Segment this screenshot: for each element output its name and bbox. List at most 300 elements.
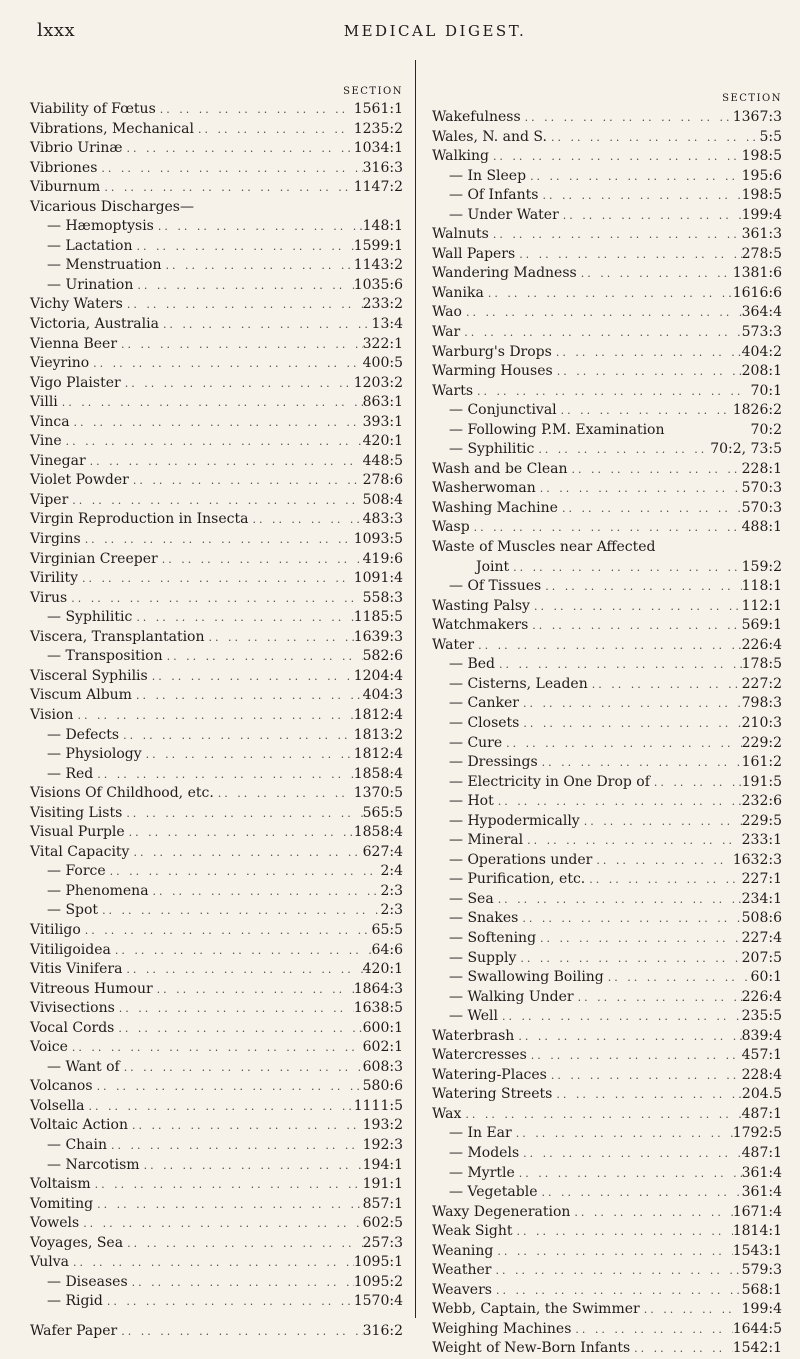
entry-section-ref: 2:4 <box>380 863 403 880</box>
entry-section-ref: 448:5 <box>362 452 403 469</box>
leader-dots <box>580 812 742 832</box>
entry-term: Wasp <box>432 519 470 536</box>
entry-section-ref: 198:5 <box>741 187 782 204</box>
entry-term: Watchmakers <box>432 617 529 634</box>
leader-dots <box>484 284 733 304</box>
leader-dots <box>559 206 742 226</box>
index-entry <box>30 1136 403 1156</box>
index-entry <box>30 1077 403 1097</box>
index-entry <box>432 851 782 871</box>
leader-dots <box>69 1253 354 1273</box>
index-entry <box>30 921 403 941</box>
entry-term: — Physiology <box>47 746 142 763</box>
entry-section-ref: 1639:3 <box>353 628 403 645</box>
index-entry <box>30 843 403 863</box>
index-entry <box>432 1320 782 1340</box>
entry-term: — Want of <box>47 1058 120 1075</box>
index-entry <box>432 479 782 499</box>
entry-term: Wales, N. and S. <box>432 128 547 145</box>
leader-dots <box>534 440 710 460</box>
index-entry <box>432 362 782 382</box>
entry-term: Virginian Creeper <box>30 550 158 567</box>
entry-term: — Hypodermically <box>449 812 580 829</box>
entry-section-ref: 1644:5 <box>732 1320 782 1337</box>
leader-dots <box>604 968 751 988</box>
index-entry <box>30 745 403 765</box>
entry-section-ref: 161:2 <box>741 754 782 771</box>
index-entry <box>30 1058 403 1078</box>
entry-term: — Of Tissues <box>449 578 542 595</box>
entry-term: Virility <box>30 570 79 587</box>
leader-dots <box>509 558 741 578</box>
entry-section-ref: 2:3 <box>380 882 403 899</box>
index-entry <box>432 264 782 284</box>
entry-term: — Snakes <box>449 910 519 927</box>
leader-dots <box>567 460 741 480</box>
entry-term: Vivisections <box>30 1000 115 1017</box>
entry-section-ref: 1095:2 <box>353 1273 403 1290</box>
entry-term: — Cure <box>449 734 503 751</box>
leader-dots <box>473 382 751 402</box>
index-entry <box>30 804 403 824</box>
entry-section-ref: 1826:2 <box>732 402 782 419</box>
entry-section-ref: 210:3 <box>741 714 782 731</box>
leader-dots <box>121 374 354 394</box>
entry-term: Virgin Reproduction in Insecta <box>30 511 249 528</box>
index-entry <box>432 108 782 128</box>
index-entry <box>30 686 403 706</box>
entry-term: Wakefulness <box>432 109 521 125</box>
entry-term: Villi <box>30 394 58 411</box>
entry-term: Vinca <box>30 413 70 430</box>
entry-section-ref: 602:1 <box>362 1039 403 1056</box>
entry-term: Wandering Madness <box>432 265 577 282</box>
index-entry <box>432 1203 782 1223</box>
entry-term: Visceral Syphilis <box>30 667 148 684</box>
entry-section-ref: 857:1 <box>362 1195 403 1212</box>
index-entry <box>432 1281 782 1301</box>
entry-term: — Under Water <box>449 206 559 223</box>
entry-section-ref: 1792:5 <box>732 1125 782 1142</box>
leader-dots <box>577 264 733 284</box>
entry-term: — Syphilitic <box>449 441 535 458</box>
entry-term: Vichy Waters <box>30 296 123 313</box>
entry-section-ref: 316:2 <box>362 1322 403 1339</box>
column-divider <box>415 60 416 1318</box>
index-entry <box>432 1242 782 1262</box>
entry-section-ref: 404:2 <box>741 343 782 360</box>
entry-term: — Models <box>449 1144 520 1161</box>
index-entry <box>30 413 403 433</box>
entry-term: Warts <box>432 382 474 399</box>
entry-term: — Diseases <box>47 1273 128 1290</box>
entry-term: Wao <box>432 304 462 321</box>
leader-dots <box>460 323 741 343</box>
entry-section-ref: 1381:6 <box>732 265 782 282</box>
entry-section-ref: 178:5 <box>741 656 782 673</box>
entry-term: — Lactation <box>47 237 133 254</box>
index-entry <box>30 726 403 746</box>
leader-dots <box>89 354 362 374</box>
entry-section-ref: 278:6 <box>362 472 403 489</box>
entry-term: Vieyrino <box>30 355 90 372</box>
entry-term: — Canker <box>449 695 519 712</box>
entry-section-ref: 1858:4 <box>353 824 403 841</box>
index-entry <box>30 432 403 452</box>
leader-dots <box>156 100 354 120</box>
entry-term: — Spot <box>47 902 99 919</box>
entry-term: Warburg's Drops <box>432 343 552 360</box>
entry-term: Vomiting <box>30 1195 94 1212</box>
entry-term: Visions Of Childhood, etc. <box>30 785 214 802</box>
leader-dots <box>530 597 742 617</box>
entry-section-ref: 208:1 <box>741 363 782 380</box>
index-entry <box>30 1234 403 1254</box>
index-entry <box>432 518 782 538</box>
leader-dots <box>489 225 742 245</box>
leader-dots <box>122 960 362 980</box>
leader-dots <box>194 120 354 140</box>
entry-section-ref: 1147:2 <box>353 179 403 196</box>
leader-dots <box>474 636 742 656</box>
leader-dots <box>70 413 363 433</box>
entry-term: Vienna Beer <box>30 335 118 352</box>
entry-term: Joint <box>476 558 510 575</box>
index-entry <box>432 1339 782 1359</box>
entry-section-ref: 580:6 <box>362 1078 403 1095</box>
leader-dots <box>588 675 742 695</box>
entry-term: — Hot <box>449 793 494 810</box>
index-entry <box>432 636 782 656</box>
leader-dots <box>536 929 742 949</box>
entry-section-ref: 1864:3 <box>353 980 403 997</box>
entry-section-ref: 569:1 <box>741 617 782 634</box>
index-entry <box>30 100 403 120</box>
leader-dots <box>159 315 372 335</box>
page-number: lxxx <box>37 20 76 41</box>
entry-section-ref: 278:5 <box>741 245 782 262</box>
entry-section-ref: 257:3 <box>362 1234 403 1251</box>
index-entry <box>432 714 782 734</box>
leader-dots <box>538 753 742 773</box>
entry-section-ref: 227:4 <box>741 929 782 946</box>
entry-section-ref: 316:3 <box>362 159 403 176</box>
entry-section-ref: 5:5 <box>759 128 782 145</box>
index-entry <box>30 1156 403 1176</box>
index-entry <box>432 655 782 675</box>
index-entry <box>30 139 403 159</box>
entry-section-ref: 400:5 <box>362 355 403 372</box>
index-entry <box>432 128 782 148</box>
entry-term: — Cisterns, Leaden <box>449 675 588 692</box>
index-entry <box>432 734 782 754</box>
entry-section-ref: 1367:3 <box>732 109 782 125</box>
index-entry <box>432 1007 782 1027</box>
leader-dots <box>526 167 742 187</box>
leader-dots <box>123 1234 363 1254</box>
leader-dots <box>492 1281 742 1301</box>
entry-term: Viburnum <box>30 179 101 196</box>
entry-term: War <box>432 324 461 341</box>
entry-section-ref: 420:1 <box>362 433 403 450</box>
entry-section-ref: 508:4 <box>362 491 403 508</box>
entry-section-ref: 1543:1 <box>732 1242 782 1259</box>
entry-section-ref: 404:3 <box>362 687 403 704</box>
leader-dots <box>547 128 760 148</box>
entry-term: Vowels <box>30 1215 80 1232</box>
leader-dots <box>585 870 741 890</box>
leader-dots <box>521 108 733 128</box>
entry-section-ref: 191:5 <box>741 773 782 790</box>
entry-section-ref: 227:1 <box>741 871 782 888</box>
entry-term: — Myrtle <box>449 1164 515 1181</box>
index-entry <box>30 784 403 804</box>
entry-section-ref: 1204:4 <box>353 667 403 684</box>
entry-section-ref: 1111:5 <box>353 1097 403 1114</box>
leader-dots <box>81 530 354 550</box>
index-entry <box>30 1116 403 1136</box>
index-entry <box>432 1300 782 1320</box>
index-entry <box>432 225 782 245</box>
entry-term: Weak Sight <box>432 1223 513 1240</box>
leader-dots <box>125 823 354 843</box>
index-entry <box>30 647 403 667</box>
section-column-header: SECTION <box>722 93 782 104</box>
entry-section-ref: 199:4 <box>741 1301 782 1318</box>
leader-dots <box>128 1116 363 1136</box>
entry-section-ref: 199:4 <box>741 206 782 223</box>
entry-section-ref: 207:5 <box>741 949 782 966</box>
index-entry <box>30 706 403 726</box>
entry-term: Walnuts <box>432 226 489 243</box>
index-entry <box>432 1164 782 1184</box>
index-entry <box>30 491 403 511</box>
entry-term: — Conjunctival <box>449 402 557 419</box>
index-entry <box>30 1195 403 1215</box>
leader-dots <box>558 499 742 519</box>
entry-section-ref: 1185:5 <box>353 609 403 626</box>
entry-term: Wall Papers <box>432 245 516 262</box>
index-entry <box>30 295 403 315</box>
entry-section-ref: 233:1 <box>741 832 782 849</box>
entry-section-ref: 204.5 <box>741 1086 782 1103</box>
leader-dots <box>494 792 742 812</box>
leader-dots <box>148 667 354 687</box>
index-entry <box>432 245 782 265</box>
entry-section-ref: 226:4 <box>741 988 782 1005</box>
leader-dots <box>117 335 363 355</box>
index-entry <box>30 1097 403 1117</box>
entry-section-ref: 1616:6 <box>732 284 782 301</box>
entry-term: — Dressings <box>449 754 538 771</box>
entry-section-ref: 2:3 <box>380 902 403 919</box>
index-entry <box>30 217 403 237</box>
entry-section-ref: 487:1 <box>741 1105 782 1122</box>
entry-section-ref: 608:3 <box>362 1058 403 1075</box>
entry-term: Viper <box>30 491 69 508</box>
entry-section-ref: 565:5 <box>362 804 403 821</box>
entry-section-ref: 112:1 <box>741 597 782 614</box>
index-entry <box>432 206 782 226</box>
leader-dots <box>489 147 742 167</box>
leader-dots <box>538 186 741 206</box>
index-entry <box>432 460 782 480</box>
entry-section-ref: 232:6 <box>741 793 782 810</box>
entry-section-ref: 235:5 <box>741 1008 782 1025</box>
index-entry <box>30 999 403 1019</box>
entry-section-ref: 1035:6 <box>353 276 403 293</box>
entry-term: — Narcotism <box>47 1156 140 1173</box>
entry-section-ref: 1638:5 <box>353 1000 403 1017</box>
leader-dots <box>158 550 363 570</box>
entry-term: — Force <box>47 863 106 880</box>
leader-dots <box>115 999 354 1019</box>
entry-section-ref: 193:2 <box>362 1117 403 1134</box>
entry-term: — Walking Under <box>449 988 574 1005</box>
leader-dots <box>81 921 372 941</box>
leader-dots <box>519 714 741 734</box>
entry-term: Voyages, Sea <box>30 1234 124 1251</box>
index-entry <box>432 577 782 597</box>
leader-dots <box>461 1105 741 1125</box>
entry-section-ref: 70:2, 73:5 <box>710 441 782 458</box>
entry-section-ref: 1858:4 <box>353 765 403 782</box>
entry-term: — Red <box>47 765 94 782</box>
index-entry <box>432 812 782 832</box>
index-entry <box>432 167 782 187</box>
index-entry <box>30 589 403 609</box>
index-entry <box>30 550 403 570</box>
leader-dots <box>107 1136 363 1156</box>
leader-dots <box>470 518 742 538</box>
entry-term: — Transposition <box>47 648 163 665</box>
index-entry <box>432 382 782 402</box>
leader-dots <box>527 1046 742 1066</box>
leader-dots <box>78 569 354 589</box>
index-entries-left <box>30 100 403 1341</box>
leader-dots <box>519 694 742 714</box>
entry-term: — Supply <box>449 949 517 966</box>
index-entry <box>432 753 782 773</box>
index-entry <box>30 354 403 374</box>
index-entry <box>432 558 782 578</box>
index-entry <box>30 530 403 550</box>
entry-term: Wanika <box>432 284 484 301</box>
index-entry <box>432 1261 782 1281</box>
index-entry <box>432 694 782 714</box>
entry-section-ref: 419:6 <box>362 550 403 567</box>
entry-section-ref: 228:1 <box>741 460 782 477</box>
entry-term: Vocal Cords <box>30 1019 115 1036</box>
entry-section-ref: 508:6 <box>741 910 782 927</box>
index-entry <box>432 1066 782 1086</box>
entry-section-ref: 194:1 <box>362 1156 403 1173</box>
entry-term: Webb, Captain, the Swimmer <box>432 1301 640 1318</box>
index-entry <box>432 616 782 636</box>
leader-dots <box>68 1038 363 1058</box>
entry-term: Violet Powder <box>30 472 129 489</box>
entry-section-ref: 70:2 <box>750 421 782 438</box>
leader-dots <box>73 706 353 726</box>
entry-section-ref: 602:5 <box>362 1215 403 1232</box>
entry-term: — Following P.M. Examination <box>449 421 665 438</box>
entry-term: — Chain <box>47 1136 108 1153</box>
leader-dots <box>129 843 362 863</box>
index-entry <box>30 628 403 648</box>
section-column-header: SECTION <box>343 86 403 97</box>
leader-dots <box>536 479 742 499</box>
entry-term: Vitiligo <box>30 921 81 938</box>
entry-section-ref: 1093:5 <box>353 531 403 548</box>
entry-section-ref: 234:1 <box>741 890 782 907</box>
leader-dots <box>248 510 362 530</box>
index-entry <box>30 178 403 198</box>
entry-section-ref: 1542:1 <box>732 1340 782 1357</box>
entry-term: Walking <box>432 148 489 165</box>
index-entry <box>30 823 403 843</box>
leader-dots <box>495 655 742 675</box>
entry-term: Voice <box>30 1039 68 1056</box>
index-entry <box>432 773 782 793</box>
leader-dots <box>502 734 741 754</box>
index-entry <box>30 335 403 355</box>
entry-section-ref: 1814:1 <box>732 1223 782 1240</box>
index-entry <box>432 1027 782 1047</box>
index-entry <box>30 159 403 179</box>
entry-term: Warming Houses <box>432 363 553 380</box>
index-entry <box>432 1085 782 1105</box>
entry-term: — Well <box>449 1008 498 1025</box>
leader-dots <box>122 804 362 824</box>
index-entry <box>432 675 782 695</box>
entry-section-ref: 192:3 <box>362 1136 403 1153</box>
entry-term: Vicarious Discharges— <box>30 198 194 215</box>
leader-dots <box>100 178 353 198</box>
leader-dots <box>133 276 353 296</box>
entry-section-ref: 420:1 <box>362 961 403 978</box>
leader-dots <box>162 256 354 276</box>
index-entry <box>30 1038 403 1058</box>
leader-dots <box>518 909 741 929</box>
index-entry <box>432 1183 782 1203</box>
entry-term: — Softening <box>449 929 537 946</box>
entry-section-ref: 65:5 <box>371 921 403 938</box>
index-entry <box>432 440 782 460</box>
leader-dots <box>494 890 742 910</box>
index-entry <box>30 1253 403 1273</box>
entry-term: — Closets <box>449 714 520 731</box>
leader-dots <box>592 851 732 871</box>
entry-term: Virus <box>30 589 68 606</box>
entry-section-ref: 229:2 <box>741 734 782 751</box>
entry-term: Weavers <box>432 1281 492 1298</box>
leader-dots <box>557 401 733 421</box>
entry-section-ref: 582:6 <box>362 648 403 665</box>
index-entry <box>30 1322 403 1342</box>
index-entry <box>30 960 403 980</box>
entry-term: — Bed <box>449 656 495 673</box>
leader-dots <box>547 1066 742 1086</box>
leader-dots <box>538 1183 742 1203</box>
index-entry <box>30 256 403 276</box>
entry-term: Voltaic Action <box>30 1117 128 1134</box>
entry-section-ref: 1034:1 <box>353 140 403 157</box>
leader-dots <box>514 1027 741 1047</box>
entry-section-ref: 1235:2 <box>353 120 403 137</box>
leader-dots <box>128 1273 354 1293</box>
index-entry <box>432 1105 782 1125</box>
page-header <box>0 18 800 48</box>
